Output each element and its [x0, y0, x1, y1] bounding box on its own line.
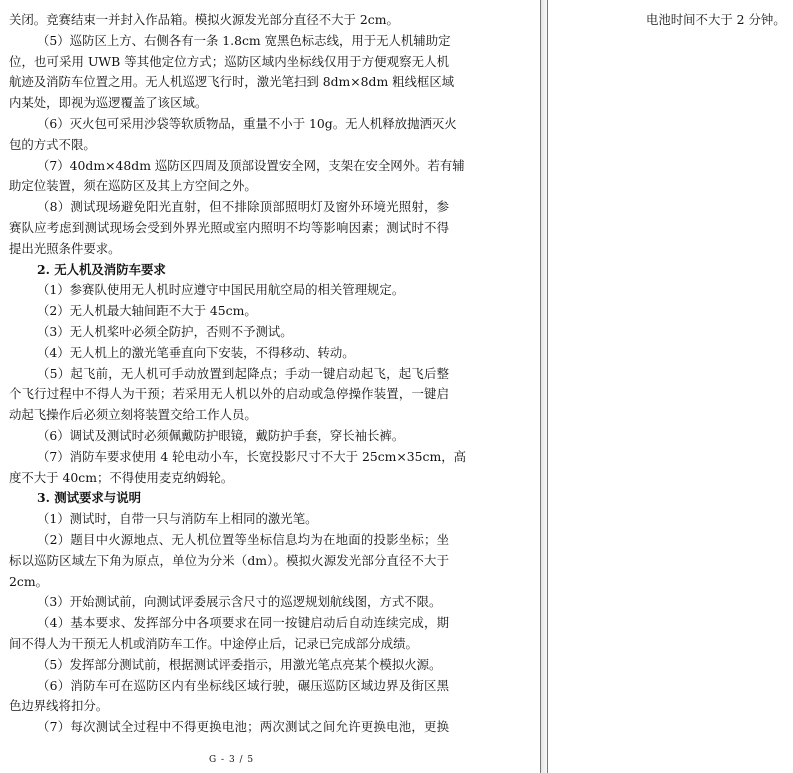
text-line: 关闭。竞赛结束一并封入作品箱。模拟火源发光部分直径不大于 2cm。 — [9, 12, 399, 27]
text-line: （6）灭火包可采用沙袋等软质物品，重量不小于 10g。无人机释放抛洒灭火 — [37, 116, 457, 131]
text-line: （1）参赛队使用无人机时应遵守中国民用航空局的相关管理规定。 — [37, 282, 405, 298]
right-page — [548, 0, 793, 773]
text-line: （2）题目中火源地点、无人机位置等坐标信息均为在地面的投影坐标；坐 — [37, 532, 449, 547]
text-line: （5）起飞前，无人机可手动放置到起降点；手动一键启动起飞，起飞后整 — [37, 365, 449, 381]
page-number: G - 3 / 5 — [209, 755, 255, 765]
text-line: 动起飞操作后必须立刻将装置交给工作人员。 — [9, 407, 257, 423]
text-line: 包的方式不限。 — [9, 136, 96, 152]
text-line: 间不得人为干预无人机或消防车工作。中途停止后，记录已完成部分成绩。 — [9, 636, 418, 651]
text-line: 位，也可采用 UWB 等其他定位方式；巡防区域内坐标线仅用于方便观察无人机 — [9, 53, 449, 69]
text-line: （5）巡防区上方、右侧各有一条 1.8cm 宽黑色标志线，用于无人机辅助定 — [37, 32, 451, 48]
text-line: （6）调试及测试时必须佩戴防护眼镜，戴防护手套，穿长袖长裤。 — [37, 428, 405, 443]
text-line: （1）测试时，自带一只与消防车上相同的激光笔。 — [37, 511, 318, 527]
text-line: （3）开始测试前，向测试评委展示含尺寸的巡逻规划航线图，方式不限。 — [37, 594, 442, 610]
text-line: （4）无人机上的激光笔垂直向下安装，不得移动、转动。 — [37, 344, 355, 360]
section-heading: 3. 测试要求与说明 — [37, 490, 141, 506]
text-line: 标以巡防区域左下角为原点，单位为分米（dm）。模拟火源发光部分直径不大于 — [9, 552, 449, 568]
text-line: （2）无人机最大轴间距不大于 45cm。 — [37, 303, 257, 319]
text-line: 内某处，即视为巡逻覆盖了该区域。 — [9, 95, 208, 111]
text-line: 色边界线将扣分。 — [9, 698, 109, 714]
section-heading: 2. 无人机及消防车要求 — [37, 261, 166, 277]
text-line: （7）每次测试全过程中不得更换电池；两次测试之间允许更换电池，更换 — [37, 719, 449, 735]
text-line: 个飞行过程中不得人为干预；若采用无人机以外的启动或急停操作装置，一键启 — [9, 386, 449, 402]
text-line: 2cm。 — [9, 573, 48, 589]
text-line: 度不大于 40cm；不得使用麦克纳姆轮。 — [9, 469, 234, 485]
text-line: （8）测试现场避免阳光直射，但不排除顶部照明灯及窗外环境光照射，参 — [37, 199, 449, 215]
text-line: 提出光照条件要求。 — [9, 240, 121, 256]
text-line: 赛队应考虑到测试现场会受到外界光照或室内照明不均等影响因素；测试时不得 — [9, 220, 449, 235]
continued-text: 电池时间不大于 2 分钟。 — [646, 12, 786, 27]
page-divider-shade — [541, 0, 547, 773]
text-line: （7）消防车要求使用 4 轮电动小车，长宽投影尺寸不大于 25cm×35cm，高 — [37, 448, 467, 464]
text-line: 航迹及消防车位置之用。无人机巡逻飞行时，激光笔扫到 8dm×8dm 粗线框区域 — [9, 74, 455, 90]
text-line: （4）基本要求、发挥部分中各项要求在同一按键启动后自动连续完成，期 — [37, 615, 449, 631]
text-line: （6）消防车可在巡防区内有坐标线区域行驶，碾压巡防区域边界及街区黑 — [37, 677, 449, 693]
text-line: （3）无人机桨叶必须全防护，否则不予测试。 — [37, 324, 293, 339]
text-line: 助定位装置，须在巡防区及其上方空间之外。 — [9, 178, 257, 194]
text-line: （7）40dm×48dm 巡防区四周及顶部设置安全网，支架在安全网外。若有辅 — [37, 157, 465, 173]
text-line: （5）发挥部分测试前，根据测试评委指示，用激光笔点亮某个模拟火源。 — [37, 656, 442, 672]
